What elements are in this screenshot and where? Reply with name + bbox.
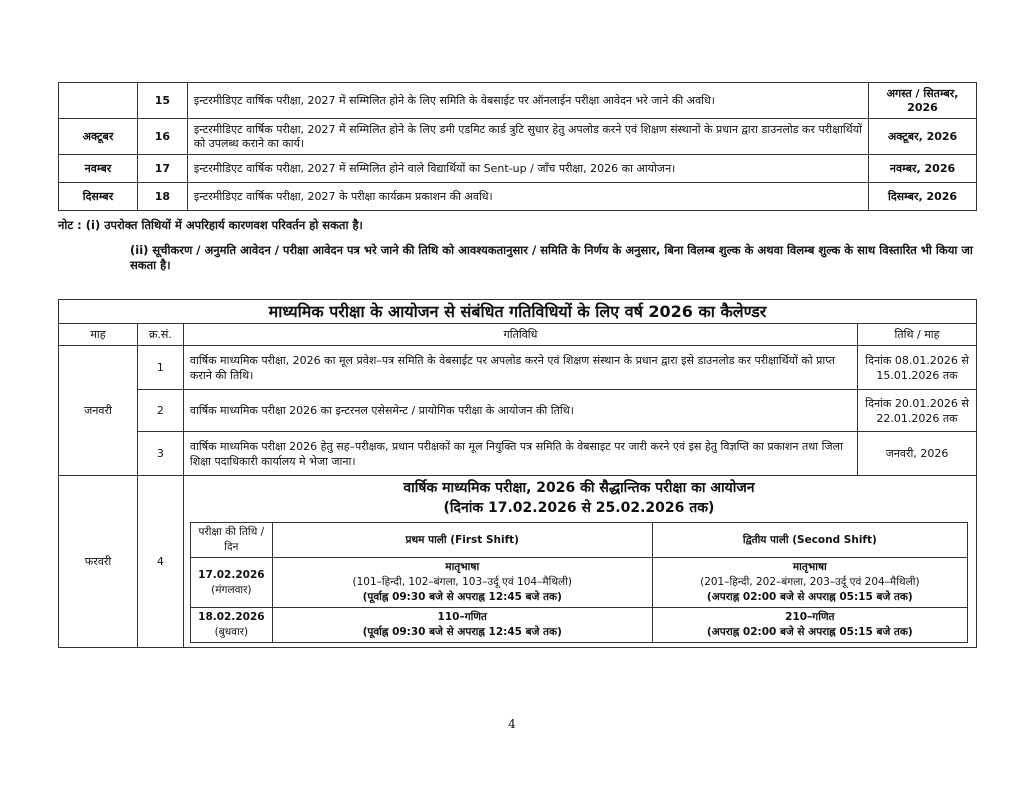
intermediate-calendar-table bbox=[58, 82, 977, 211]
schedule-row bbox=[190, 608, 967, 643]
month-cell: फरवरी bbox=[59, 476, 138, 648]
page-number: 4 bbox=[508, 717, 516, 731]
month-cell bbox=[59, 83, 138, 119]
activity-cell: वार्षिक माध्यमिक परीक्षा 2026 का इन्टरनल एसेसमेन्ट / प्रायोगिक परीक्षा के आयोजन की तिथि। bbox=[183, 390, 857, 432]
subject-codes: (101–हिन्दी, 102–बंगला, 103–उर्दू एवं 104–मैथिली) bbox=[352, 576, 572, 588]
month-cell: जनवरी bbox=[59, 346, 138, 476]
date-cell: जनवरी, 2026 bbox=[858, 432, 977, 476]
serial-cell: 4 bbox=[137, 476, 183, 648]
note-1 bbox=[58, 218, 977, 233]
header-second-shift: द्वितीय पाली (Second Shift) bbox=[652, 523, 967, 558]
exam-schedule-table bbox=[190, 522, 968, 643]
note-1-text: (i) उपरोक्त तिथियों में अपरिहार्य कारणवश परिवर्तन हो सकता है। bbox=[85, 218, 363, 232]
exam-date-range: (दिनांक 17.02.2026 से 25.02.2026 तक) bbox=[443, 500, 715, 516]
shift-time: (पूर्वाह्न 09:30 बजे से अपराह्न 12:45 बजे तक) bbox=[362, 591, 562, 603]
activity-cell: इन्टरमीडिएट वार्षिक परीक्षा, 2027 के परीक्षा कार्यक्रम प्रकाशन की अवधि। bbox=[187, 183, 868, 211]
second-shift-cell bbox=[652, 608, 967, 643]
exam-day: (मंगलवार) bbox=[211, 583, 252, 596]
exam-date: 17.02.2026 bbox=[198, 568, 265, 581]
serial-cell: 16 bbox=[137, 119, 187, 155]
header-serial: क्र.सं. bbox=[137, 324, 183, 346]
exam-date-cell bbox=[190, 558, 272, 608]
exam-schedule-cell bbox=[183, 476, 976, 648]
shift-time: (अपराह्न 02:00 बजे से अपराह्न 05:15 बजे तक) bbox=[706, 626, 913, 638]
serial-cell: 18 bbox=[137, 183, 187, 211]
subject: मातृभाषा bbox=[445, 561, 480, 573]
shift-time: (पूर्वाह्न 09:30 बजे से अपराह्न 12:45 बजे तक) bbox=[362, 626, 562, 638]
month-cell: दिसम्बर bbox=[59, 183, 138, 211]
table-header-row bbox=[59, 324, 977, 346]
month-cell: नवम्बर bbox=[59, 155, 138, 183]
subject-codes: (201–हिन्दी, 202–बंगला, 203–उर्दू एवं 204–मैथिली) bbox=[700, 576, 920, 588]
exam-date: 18.02.2026 bbox=[198, 611, 265, 623]
serial-cell: 2 bbox=[137, 390, 183, 432]
activity-cell: वार्षिक माध्यमिक परीक्षा, 2026 का मूल प्रवेश–पत्र समिति के वेबसाईट पर अपलोड करने एवं शिक्षण संस्थान के प्रधान द्वारा इसे डाउनलोड कर परीक्षार्थियों को प्राप्त कराने की तिथि। bbox=[183, 346, 857, 390]
date-cell: अक्टूबर, 2026 bbox=[869, 119, 977, 155]
notes-section bbox=[58, 218, 977, 273]
table-row bbox=[59, 476, 977, 648]
date-cell: दिनांक 20.01.2026 से 22.01.2026 तक bbox=[858, 390, 977, 432]
activity-cell: इन्टरमीडिएट वार्षिक परीक्षा, 2027 में सम्मिलित होने के लिए डमी एडमिट कार्ड त्रुटि सुधार हेतु अपलोड करने एवं शिक्षण संस्थानों के प्रधान द्वारा डाउनलोड कर परीक्षार्थियों को उपलब्ध कराने का कार्य। bbox=[187, 119, 868, 155]
header-first-shift: प्रथम पाली (First Shift) bbox=[272, 523, 652, 558]
second-shift-cell bbox=[652, 558, 967, 608]
date-cell: नवम्बर, 2026 bbox=[869, 155, 977, 183]
table-row bbox=[59, 346, 977, 390]
schedule-header-row bbox=[190, 523, 967, 558]
table-row bbox=[59, 83, 977, 119]
exam-date-cell bbox=[190, 608, 272, 643]
header-date: तिथि / माह bbox=[858, 324, 977, 346]
header-month: माह bbox=[59, 324, 138, 346]
first-shift-cell bbox=[272, 608, 652, 643]
shift-time: (अपराह्न 02:00 बजे से अपराह्न 05:15 बजे तक) bbox=[706, 591, 913, 603]
note-label: नोट : bbox=[58, 218, 82, 232]
table-row bbox=[59, 119, 977, 155]
date-cell: दिसम्बर, 2026 bbox=[869, 183, 977, 211]
activity-cell: वार्षिक माध्यमिक परीक्षा 2026 हेतु सह–परीक्षक, प्रधान परीक्षकों का मूल नियुक्ति पत्र समिति के वेबसाइट पर जारी करने एवं इस हेतु विज्ञप्ति का प्रकाशन तथा जिला शिक्षा पदाधिकारी कार्यालय मे भेजा जाना। bbox=[183, 432, 857, 476]
schedule-row bbox=[190, 558, 967, 608]
date-cell: दिनांक 08.01.2026 से 15.01.2026 तक bbox=[858, 346, 977, 390]
table-row bbox=[59, 155, 977, 183]
subject: 110–गणित bbox=[437, 611, 487, 623]
serial-cell: 3 bbox=[137, 432, 183, 476]
page-title: माध्यमिक परीक्षा के आयोजन से संबंधित गतिविधियों के लिए वर्ष 2026 का कैलेण्डर bbox=[59, 300, 977, 324]
table-title-row bbox=[59, 300, 977, 324]
note-2: (ii) सूचीकरण / अनुमति आवेदन / परीक्षा आवेदन पत्र भरे जाने की तिथि को आवश्यकतानुसार / समिति के निर्णय के अनुसार, बिना विलम्ब शुल्क के अथवा विलम्ब शुल्क के साथ विस्तारित भी किया जा सकता है। bbox=[130, 243, 973, 272]
table-row bbox=[59, 183, 977, 211]
secondary-calendar-table bbox=[58, 299, 977, 648]
table-row bbox=[59, 390, 977, 432]
serial-cell: 17 bbox=[137, 155, 187, 183]
header-activity: गतिविधि bbox=[183, 324, 857, 346]
serial-cell: 15 bbox=[137, 83, 187, 119]
activity-cell: इन्टरमीडिएट वार्षिक परीक्षा, 2027 में सम्मिलित होने के लिए समिति के वेबसाईट पर ऑनलाईन परीक्षा आवेदन भरे जाने की अवधि। bbox=[187, 83, 868, 119]
month-cell: अक्टूबर bbox=[59, 119, 138, 155]
subject: 210–गणित bbox=[785, 611, 835, 623]
serial-cell: 1 bbox=[137, 346, 183, 390]
subject: मातृभाषा bbox=[792, 561, 827, 573]
header-exam-date: परीक्षा की तिथि / दिन bbox=[190, 523, 272, 558]
first-shift-cell bbox=[272, 558, 652, 608]
table-row bbox=[59, 432, 977, 476]
date-cell: अगस्त / सितम्बर, 2026 bbox=[869, 83, 977, 119]
activity-cell: इन्टरमीडिएट वार्षिक परीक्षा, 2027 में सम्मिलित होने वाले विद्यार्थियों का Sent-up / जाँच परीक्षा, 2026 का आयोजन। bbox=[187, 155, 868, 183]
exam-day: (बुधवार) bbox=[214, 626, 249, 638]
exam-heading: वार्षिक माध्यमिक परीक्षा, 2026 की सैद्धान्तिक परीक्षा का आयोजन bbox=[403, 480, 755, 496]
